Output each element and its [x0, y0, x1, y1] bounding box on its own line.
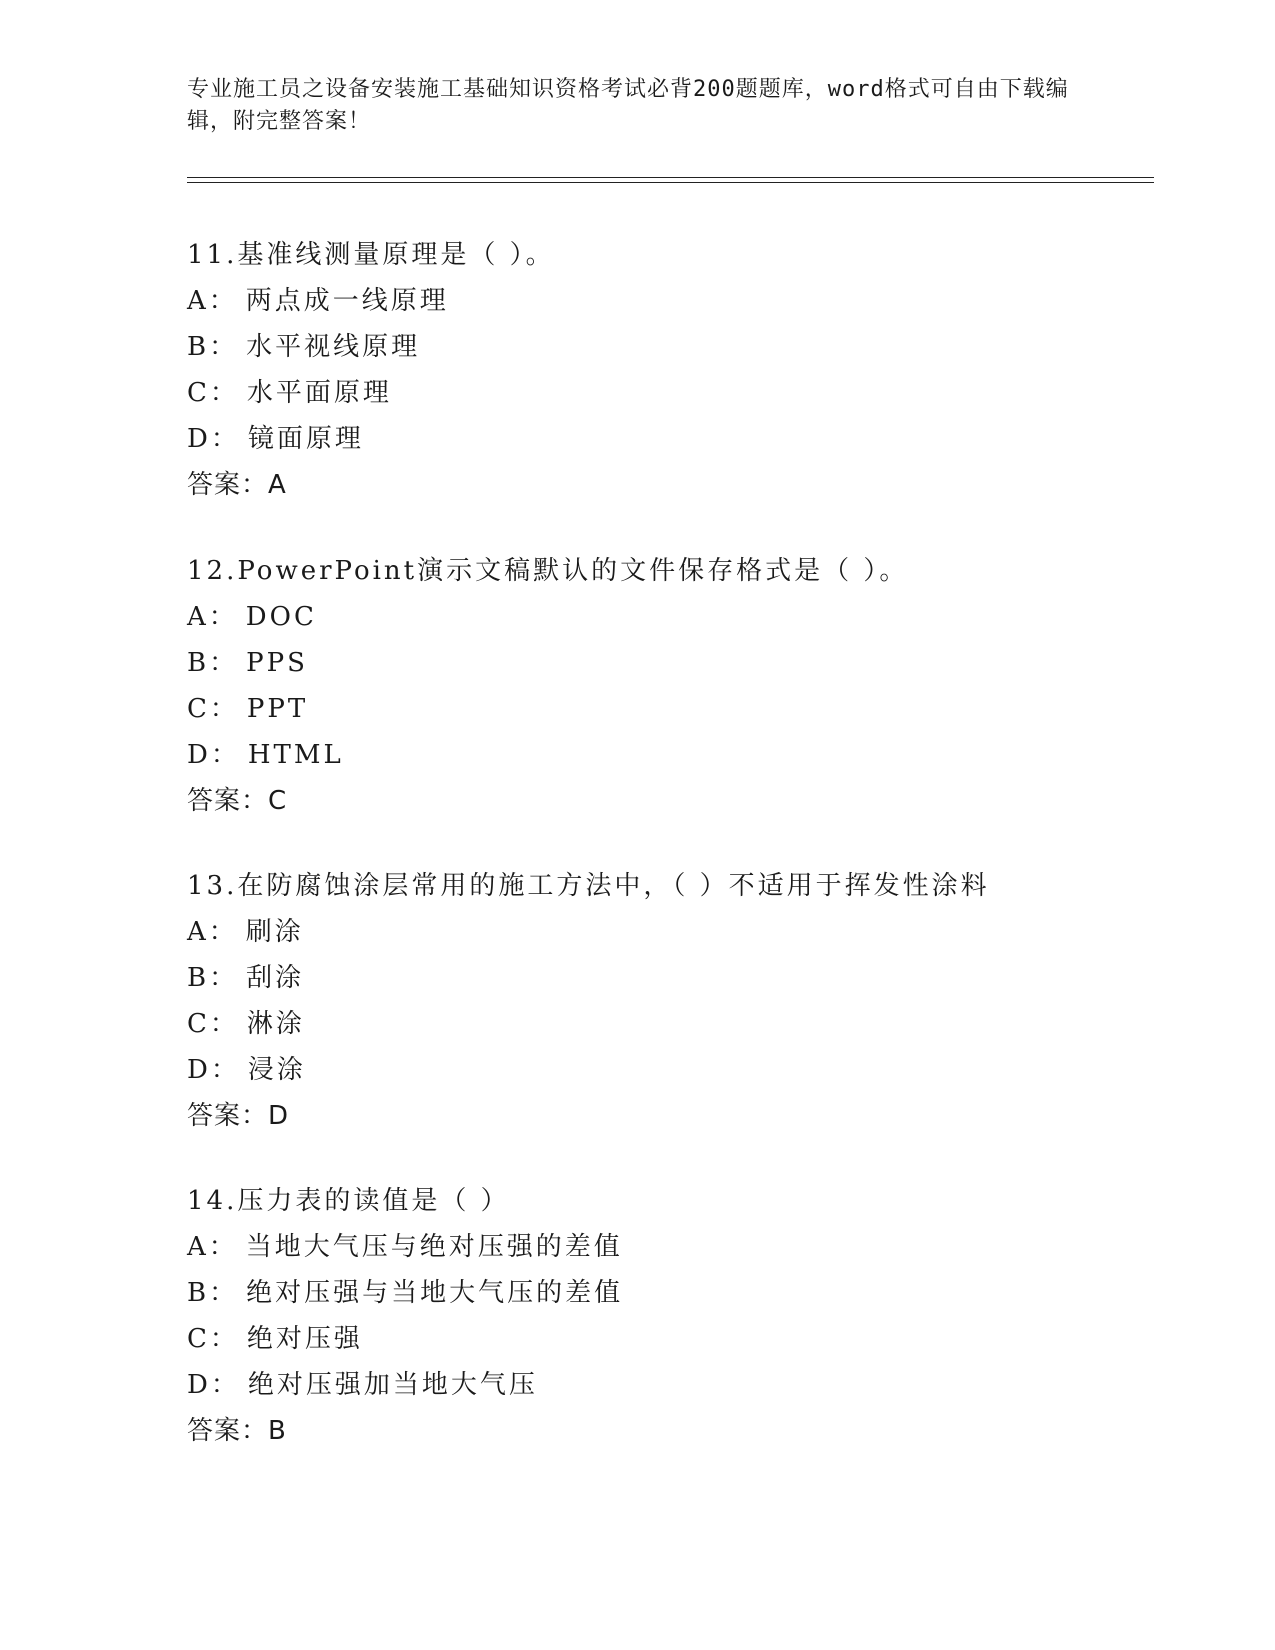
- question-stem: 13.在防腐蚀涂层常用的施工方法中，（ ）不适用于挥发性涂料: [187, 871, 990, 901]
- question-stem: 12.PowerPoint演示文稿默认的文件保存格式是（ ）。: [187, 556, 909, 586]
- answer-value: D: [268, 1101, 290, 1131]
- question-12: [187, 548, 1147, 824]
- header-divider-bottom: [187, 182, 1154, 183]
- option-letter: A：: [187, 286, 238, 316]
- option-b: [187, 955, 1147, 1001]
- answer-prefix: 答案：: [187, 1101, 269, 1131]
- option-letter: D：: [187, 1370, 240, 1400]
- option-letter: D：: [187, 740, 240, 770]
- option-a: [187, 594, 1147, 640]
- option-letter: A：: [187, 917, 238, 947]
- answer-prefix: 答案：: [187, 470, 269, 500]
- option-c: [187, 370, 1147, 416]
- option-text: 刮涂: [246, 963, 305, 993]
- answer-value: C: [268, 786, 288, 816]
- option-letter: A：: [187, 602, 238, 632]
- option-letter: D：: [187, 424, 240, 454]
- option-text: 当地大气压与绝对压强的差值: [245, 1232, 623, 1262]
- answer-value: B: [268, 1416, 287, 1446]
- option-text: 淋涂: [246, 1009, 305, 1039]
- option-letter: C：: [187, 378, 239, 408]
- option-c: [187, 1001, 1147, 1047]
- option-text: 绝对压强与当地大气压的差值: [246, 1278, 624, 1308]
- option-text: 绝对压强: [246, 1324, 363, 1354]
- answer: [187, 1408, 1147, 1454]
- option-text: 两点成一线原理: [245, 286, 449, 316]
- answer: [187, 1093, 1147, 1139]
- option-text: 刷涂: [245, 917, 304, 947]
- option-text: 镜面原理: [247, 424, 364, 454]
- question-14: [187, 1178, 1147, 1454]
- option-d: [187, 1047, 1147, 1093]
- answer-prefix: 答案：: [187, 1416, 269, 1446]
- option-letter: B：: [187, 963, 239, 993]
- option-letter: C：: [187, 1009, 239, 1039]
- option-text: PPT: [246, 694, 309, 724]
- question-stem: 11.基准线测量原理是（ ）。: [187, 240, 555, 270]
- option-letter: D：: [187, 1055, 240, 1085]
- option-letter: C：: [187, 694, 239, 724]
- option-d: [187, 1362, 1147, 1408]
- option-c: [187, 686, 1147, 732]
- option-a: [187, 278, 1147, 324]
- option-letter: C：: [187, 1324, 239, 1354]
- option-text: 水平视线原理: [246, 332, 421, 362]
- option-text: DOC: [245, 602, 317, 632]
- answer: [187, 462, 1147, 508]
- document-header: 专业施工员之设备安装施工基础知识资格考试必背200题题库，word格式可自由下载编辑，附完整答案！: [187, 77, 1069, 134]
- option-b: [187, 324, 1147, 370]
- option-text: PPS: [246, 648, 308, 678]
- option-d: [187, 416, 1147, 462]
- option-c: [187, 1316, 1147, 1362]
- option-letter: B：: [187, 332, 239, 362]
- option-text: 绝对压强加当地大气压: [247, 1370, 538, 1400]
- question-11: [187, 232, 1147, 508]
- option-text: 浸涂: [247, 1055, 306, 1085]
- answer-prefix: 答案：: [187, 786, 269, 816]
- answer: [187, 778, 1147, 824]
- option-b: [187, 640, 1147, 686]
- option-b: [187, 1270, 1147, 1316]
- option-a: [187, 909, 1147, 955]
- option-text: 水平面原理: [246, 378, 392, 408]
- question-stem: 14.压力表的读值是（ ）: [187, 1186, 510, 1216]
- option-letter: B：: [187, 1278, 239, 1308]
- option-letter: A：: [187, 1232, 238, 1262]
- option-d: [187, 732, 1147, 778]
- option-text: HTML: [247, 740, 344, 770]
- option-a: [187, 1224, 1147, 1270]
- answer-value: A: [268, 470, 287, 500]
- option-letter: B：: [187, 648, 239, 678]
- question-13: [187, 863, 1147, 1139]
- header-divider-top: [187, 177, 1154, 178]
